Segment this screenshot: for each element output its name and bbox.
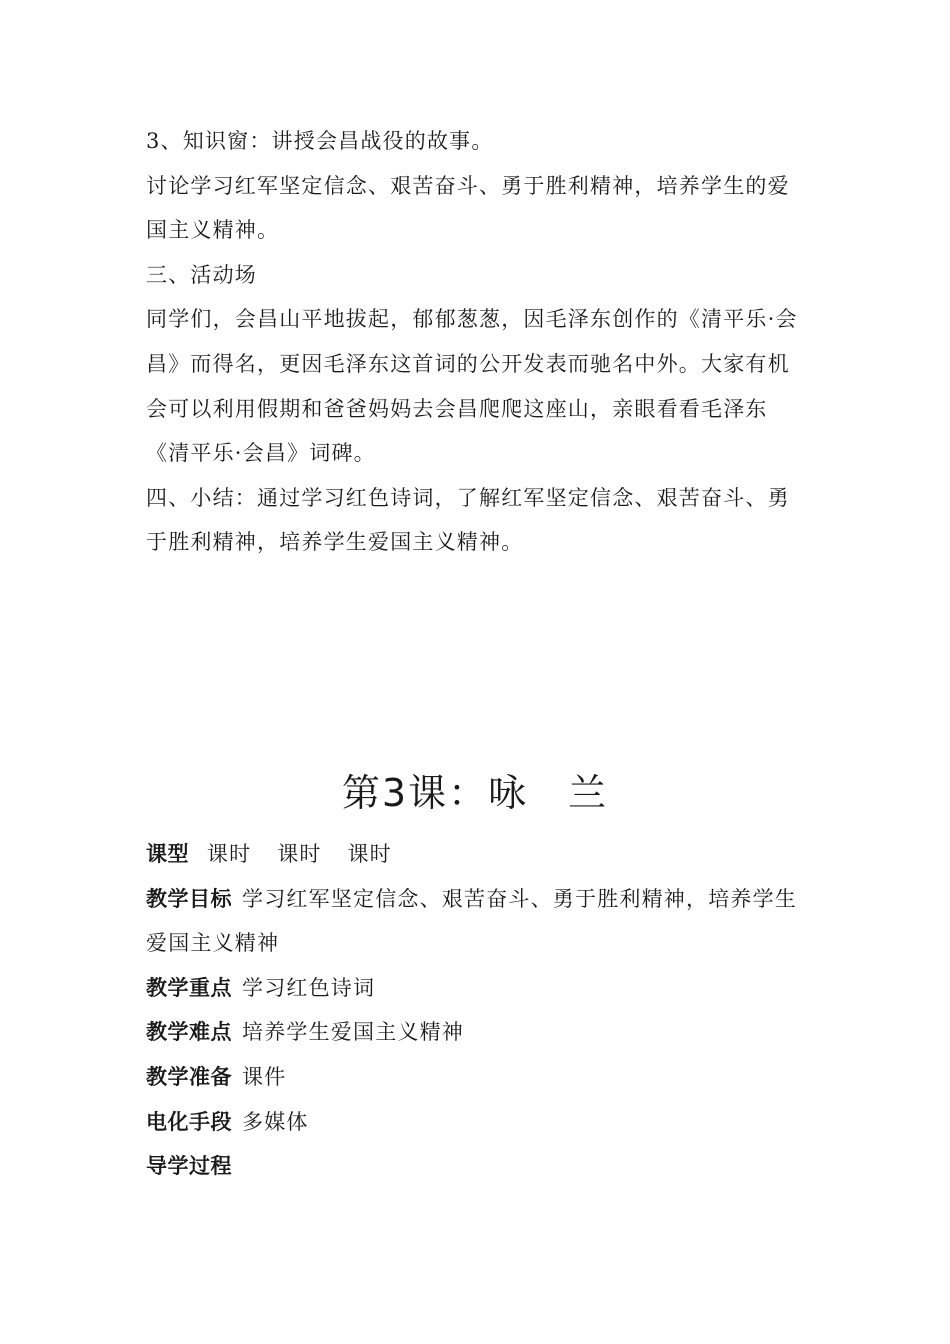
- lesson-type-row: [146, 832, 810, 877]
- lesson-type-value: 课时: [347, 842, 392, 866]
- prep-label: 教学准备: [146, 1064, 232, 1089]
- media-value: 多媒体: [242, 1109, 309, 1134]
- document-body: [146, 119, 810, 565]
- media-row: [146, 1100, 810, 1145]
- lesson-title: 第3课：咏 兰: [341, 771, 609, 815]
- media-label: 电化手段: [146, 1109, 232, 1134]
- difficulty-row: [146, 1010, 810, 1055]
- focus-value: 学习红色诗词: [242, 975, 376, 1000]
- focus-label: 教学重点: [146, 975, 232, 1000]
- lesson-type-value: 课时: [206, 842, 252, 866]
- summary-paragraph: 四、小结：通过学习红色诗词，了解红军坚定信念、艰苦奋斗、勇于胜利精神，培养学生爱国主义精神。: [146, 485, 790, 555]
- objective-row: [146, 877, 810, 966]
- prep-value: 课件: [242, 1064, 287, 1089]
- knowledge-window-paragraph: 3、知识窗：讲授会昌战役的故事。: [146, 129, 494, 153]
- focus-row: [146, 966, 810, 1011]
- prep-row: [146, 1055, 810, 1100]
- process-label: 导学过程: [146, 1154, 232, 1179]
- process-row: [146, 1144, 810, 1189]
- activity-heading: 三、活动场: [146, 262, 257, 287]
- objective-value: 学习红军坚定信念、艰苦奋斗、勇于胜利精神，培养学生爱国主义精神: [146, 886, 797, 956]
- lesson-type-label: 课型: [146, 842, 189, 866]
- difficulty-value: 培养学生爱国主义精神: [242, 1020, 464, 1045]
- difficulty-label: 教学难点: [146, 1020, 232, 1045]
- lesson-type-value: 课时: [277, 842, 322, 866]
- objective-label: 教学目标: [146, 886, 232, 911]
- activity-paragraph: 同学们，会昌山平地拔起，郁郁葱葱，因毛泽东创作的《清平乐·会昌》而得名，更因毛泽东这首词的公开发表而驰名中外。大家有机会可以利用假期和爸爸妈妈去会昌爬爬这座山，亲眼看看毛泽东《清平乐·会昌》词碑。: [146, 307, 798, 466]
- lesson-info: [146, 832, 810, 1189]
- discussion-paragraph: 讨论学习红军坚定信念、艰苦奋斗、勇于胜利精神，培养学生的爱国主义精神。: [146, 173, 790, 243]
